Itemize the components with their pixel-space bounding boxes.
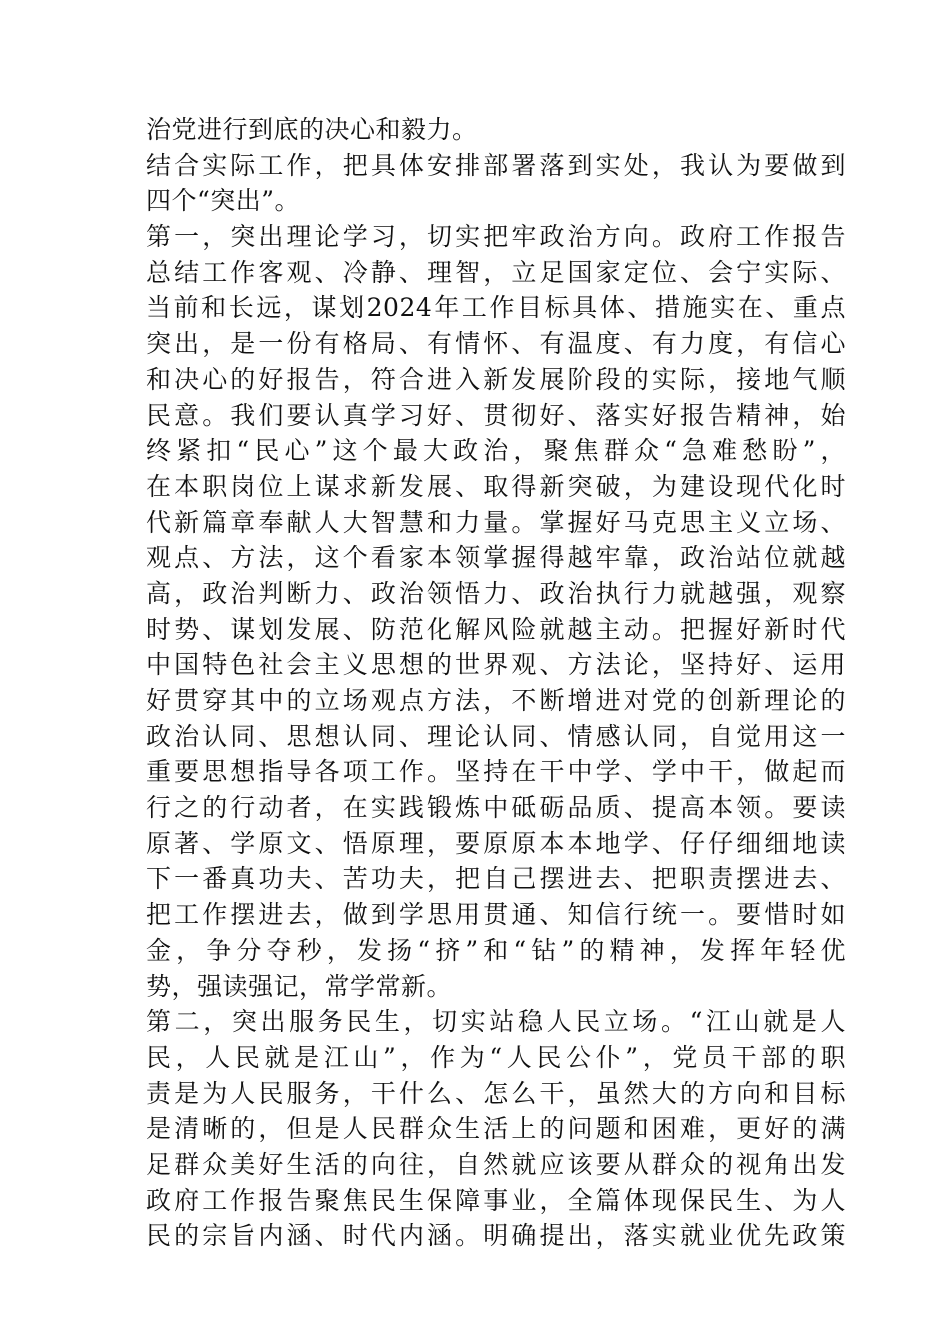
- text-line: 民，人民就是江山”，作为“人民公仆”，党员干部的职: [146, 1042, 846, 1072]
- text-line: 把工作摆进去，做到学思用贯通、知信行统一。要惜时如: [146, 900, 846, 930]
- text-line: 观点、方法，这个看家本领掌握得越牢靠，政治站位就越: [146, 543, 846, 573]
- text-line: 责是为人民服务，干什么、怎么干，虽然大的方向和目标: [146, 1078, 846, 1108]
- text-line: 民意。我们要认真学习好、贯彻好、落实好报告精神，始: [146, 400, 846, 430]
- text-line: 金，争分夺秒，发扬“挤”和“钻”的精神，发挥年轻优: [146, 935, 846, 965]
- text-line: 是清晰的，但是人民群众生活上的问题和困难，更好的满: [146, 1114, 846, 1144]
- text-line: 政治认同、思想认同、理论认同、情感认同，自觉用这一: [146, 721, 846, 751]
- text-line: 第二，突出服务民生，切实站稳人民立场。“江山就是人: [146, 1007, 846, 1037]
- text-line: 治党进行到底的决心和毅力。: [146, 115, 478, 144]
- text-line: 下一番真功夫、苦功夫，把自己摆进去、把职责摆进去、: [146, 864, 846, 894]
- text-line: 好贯穿其中的立场观点方法，不断增进对党的创新理论的: [146, 686, 846, 715]
- text-line: 中国特色社会主义思想的世界观、方法论，坚持好、运用: [146, 650, 846, 680]
- text-line: 民的宗旨内涵、时代内涵。明确提出，落实就业优先政策: [146, 1221, 846, 1251]
- text-line: 重要思想指导各项工作。坚持在干中学、学中干，做起而: [146, 757, 846, 787]
- document-body: [146, 112, 846, 1254]
- text-line: 当前和长远，谋划2024年工作目标具体、措施实在、重点: [146, 293, 846, 323]
- text-line: 原著、学原文、悟原理，要原原本本地学、仔仔细细地读: [146, 828, 846, 858]
- text-line: 总结工作客观、冷静、理智，立足国家定位、会宁实际、: [146, 257, 846, 287]
- text-line: 政府工作报告聚焦民生保障事业，全篇体现保民生、为人: [146, 1185, 846, 1215]
- text-line: 时势、谋划发展、防范化解风险就越主动。把握好新时代: [146, 614, 846, 644]
- text-line: 足群众美好生活的向往，自然就应该要从群众的视角出发: [146, 1149, 846, 1179]
- text-line: 结合实际工作，把具体安排部署落到实处，我认为要做到: [146, 150, 846, 180]
- text-line: 势，强读强记，常学常新。: [146, 971, 453, 1001]
- text-line: 高，政治判断力、政治领悟力、政治执行力就越强，观察: [146, 578, 846, 608]
- text-line: 第一，突出理论学习，切实把牢政治方向。政府工作报告: [146, 222, 846, 252]
- text-line: 四个“突出”。: [146, 186, 301, 216]
- text-line: 终紧扣“民心”这个最大政治，聚焦群众“急难愁盼”，: [146, 436, 846, 466]
- text-line: 和决心的好报告，符合进入新发展阶段的实际，接地气顺: [146, 364, 846, 394]
- text-line: 行之的行动者，在实践锻炼中砥砺品质、提高本领。要读: [146, 793, 846, 823]
- text-line: 突出，是一份有格局、有情怀、有温度、有力度，有信心: [146, 329, 846, 359]
- text-line: 在本职岗位上谋求新发展、取得新突破，为建设现代化时: [146, 471, 846, 501]
- text-line: 代新篇章奉献人大智慧和力量。掌握好马克思主义立场、: [146, 507, 846, 537]
